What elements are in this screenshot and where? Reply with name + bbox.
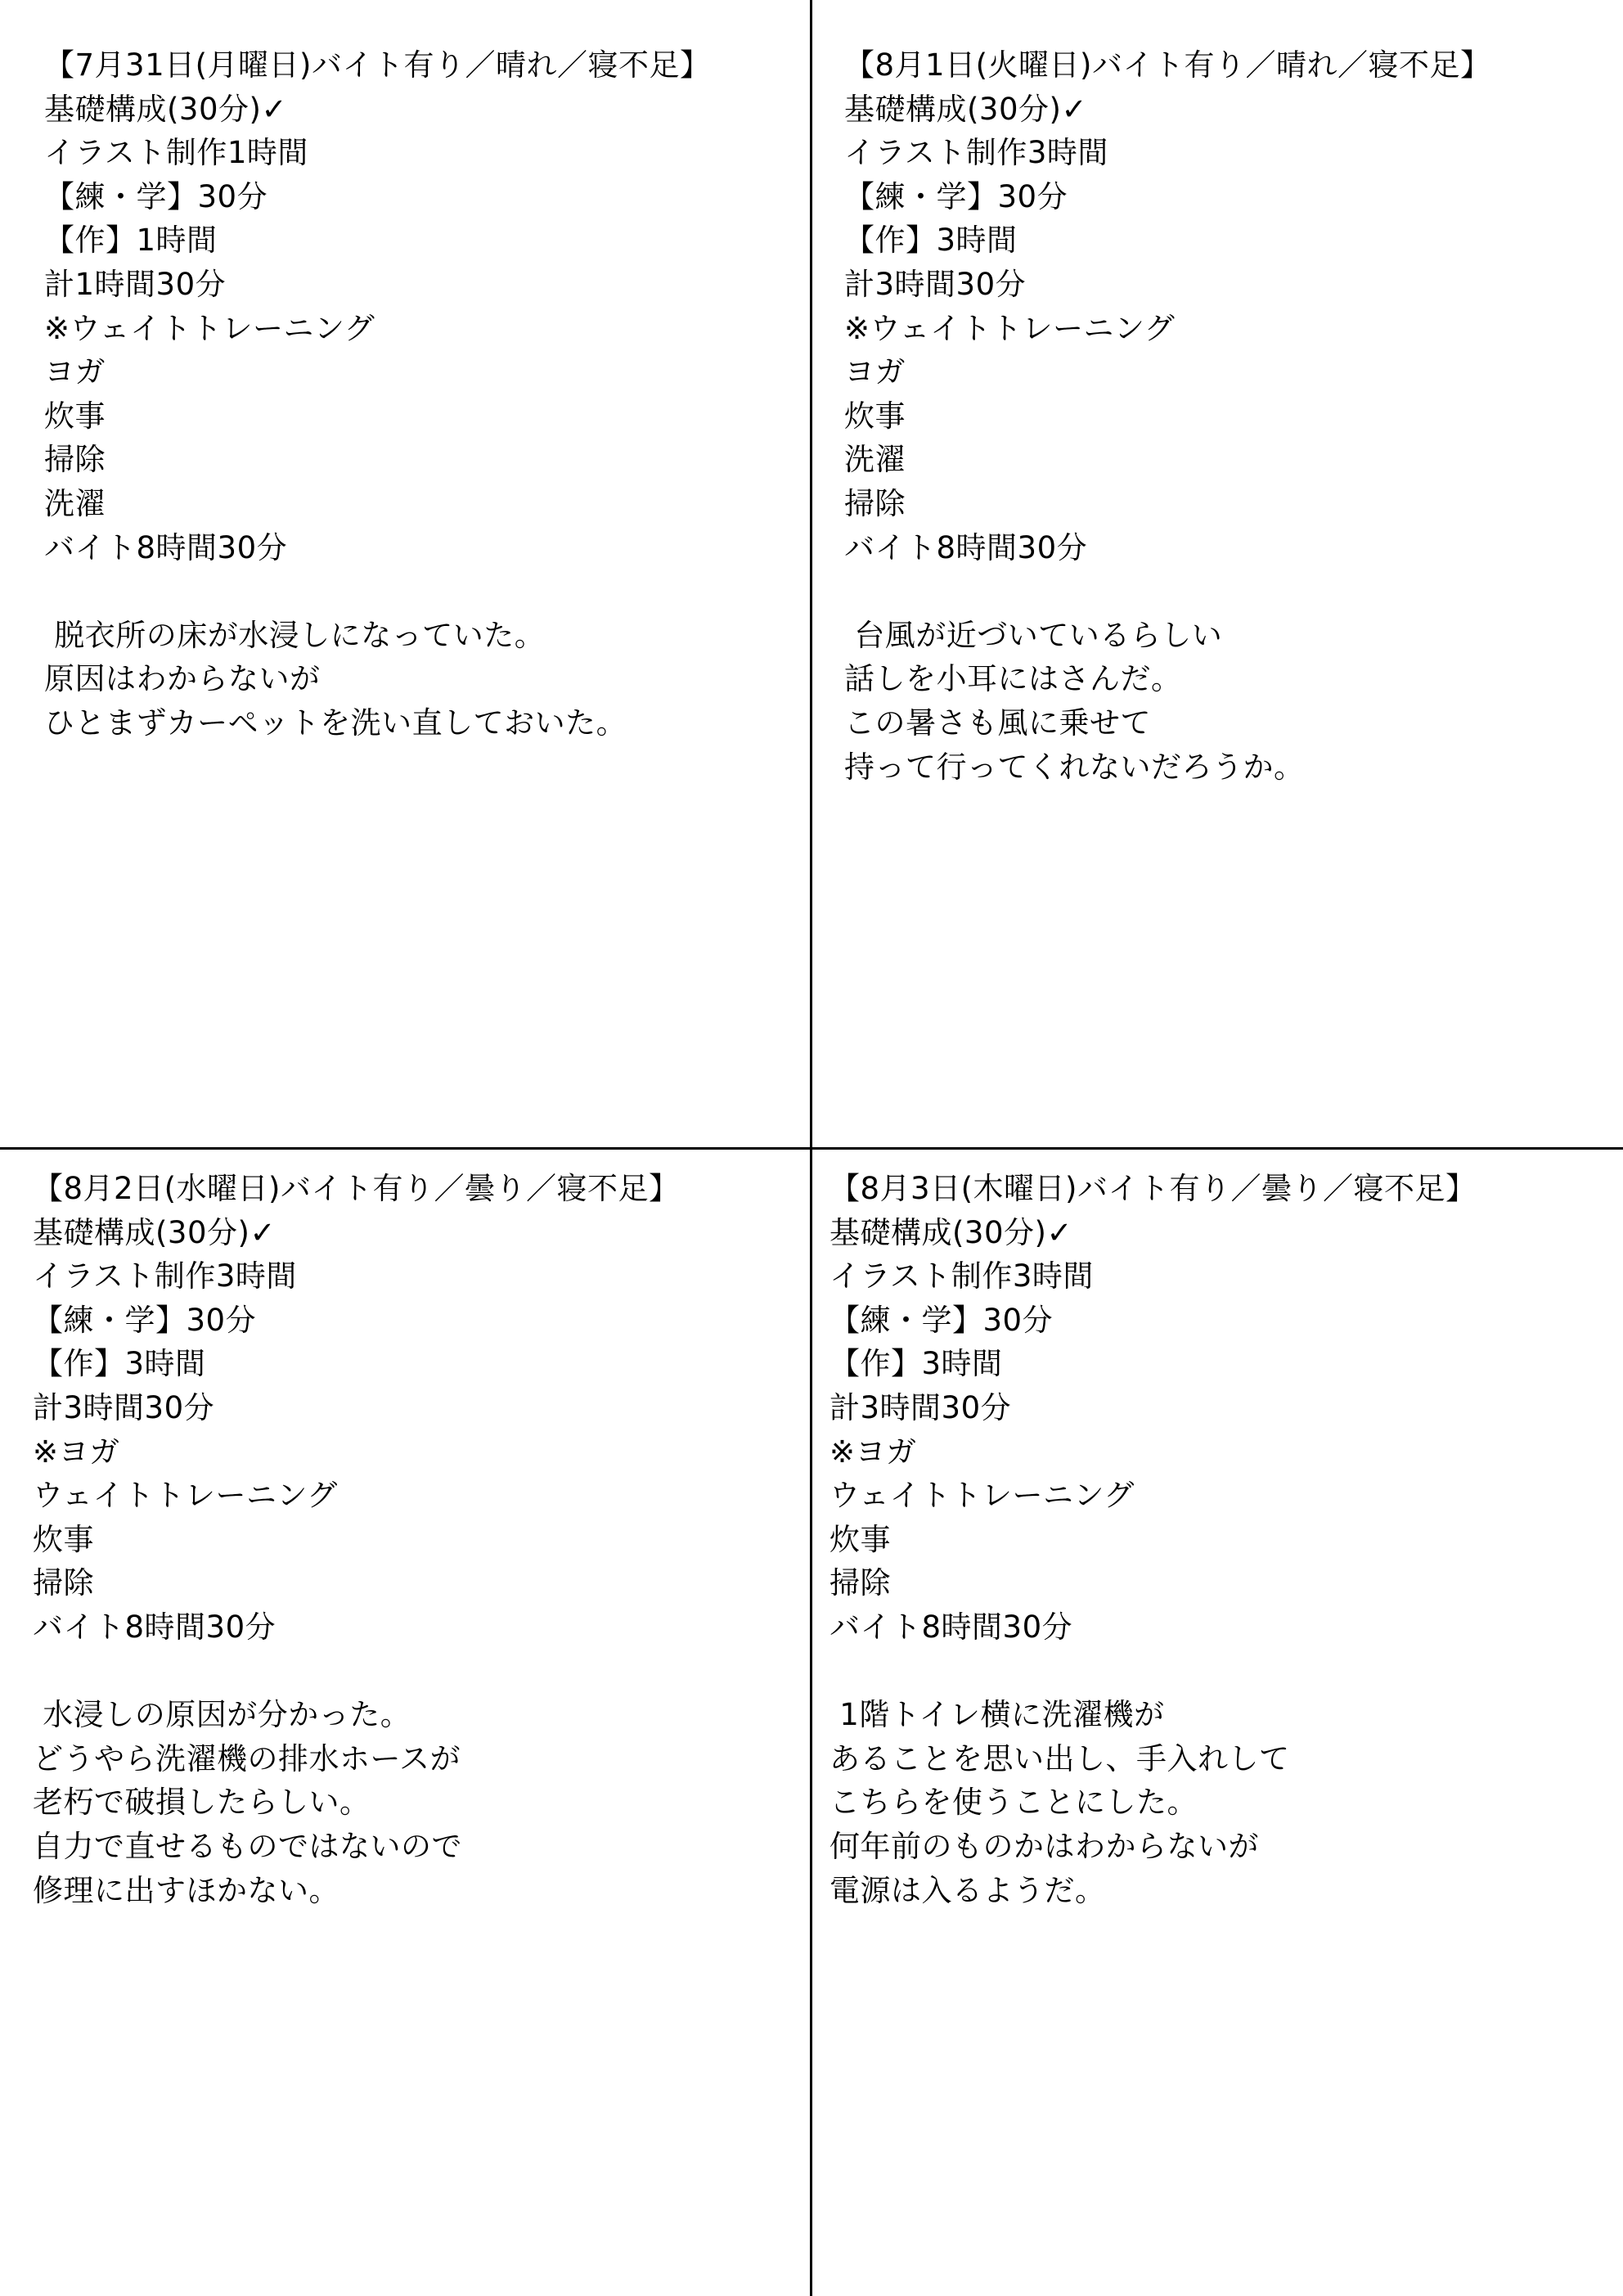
diary-text-line: こちらを使うことにした。 xyxy=(829,1785,1198,1821)
horizontal-divider xyxy=(0,1147,1623,1150)
entry-header: 【7月31日(月曜日)バイト有り／晴れ／寝不足】 xyxy=(44,47,711,83)
activity-line: 洗濯 xyxy=(844,442,906,478)
activity-line: イラスト制作1時間 xyxy=(44,135,308,171)
blank-line xyxy=(829,1650,1476,1694)
diary-text-line: この暑さも風に乗せて xyxy=(844,705,1151,741)
diary-text-line: 1階トイレ横に洗濯機が xyxy=(829,1697,1165,1733)
activity-line: バイト8時間30分 xyxy=(44,529,288,565)
activity-line: 【作】3時間 xyxy=(33,1346,206,1382)
entry-header: 【8月1日(火曜日)バイト有り／晴れ／寝不足】 xyxy=(844,47,1491,83)
activity-line: 炊事 xyxy=(829,1521,891,1557)
activity-line: 【作】1時間 xyxy=(44,223,218,259)
entry-header: 【8月3日(木曜日)バイト有り／曇り／寝不足】 xyxy=(829,1171,1477,1206)
activity-line: 計3時間30分 xyxy=(829,1389,1012,1425)
activity-line: 洗濯 xyxy=(44,485,106,521)
activity-line: 基礎構成(30分)✓ xyxy=(44,91,287,127)
activity-line: バイト8時間30分 xyxy=(33,1609,276,1645)
activity-line: 【練・学】30分 xyxy=(44,178,268,214)
activity-line: ※ウェイトトレーニング xyxy=(44,310,375,346)
diary-text-line: 電源は入るようだ。 xyxy=(829,1872,1106,1908)
activity-line: 【作】3時間 xyxy=(829,1346,1003,1382)
blank-line xyxy=(44,569,711,614)
activity-line: バイト8時間30分 xyxy=(829,1609,1073,1645)
activity-line: イラスト制作3時間 xyxy=(33,1258,297,1294)
activity-line: ウェイトトレーニング xyxy=(33,1478,338,1514)
diary-text-line: 自力で直せるものではないので xyxy=(33,1828,462,1864)
diary-entry-aug1 xyxy=(844,43,1490,789)
activity-line: 【作】3時間 xyxy=(844,223,1018,259)
diary-text-line: 原因はわからないが xyxy=(44,661,321,697)
activity-line: ※ウェイトトレーニング xyxy=(844,310,1176,346)
activity-line: イラスト制作3時間 xyxy=(844,135,1108,171)
diary-text-line: あることを思い出し、手入れして xyxy=(829,1740,1290,1776)
entry-header: 【8月2日(水曜日)バイト有り／曇り／寝不足】 xyxy=(33,1171,680,1206)
activity-line: 掃除 xyxy=(33,1565,94,1601)
diary-text-line: ひとまずカーペットを洗い直しておいた。 xyxy=(44,705,627,741)
activity-line: ※ヨガ xyxy=(829,1434,917,1470)
activity-line: ヨガ xyxy=(844,354,906,390)
activity-line: ウェイトトレーニング xyxy=(829,1478,1135,1514)
blank-line xyxy=(844,569,1490,614)
activity-line: 炊事 xyxy=(844,398,906,434)
diary-text-line: 何年前のものかはわからないが xyxy=(829,1828,1259,1864)
activity-line: ヨガ xyxy=(44,354,106,390)
diary-entry-aug3 xyxy=(829,1167,1476,1912)
activity-line: 計1時間30分 xyxy=(44,266,227,302)
diary-text-line: 水浸しの原因が分かった。 xyxy=(33,1697,411,1733)
diary-text-line: 老朽で破損したらしい。 xyxy=(33,1785,371,1821)
diary-entry-aug2 xyxy=(33,1167,679,1912)
activity-line: 掃除 xyxy=(829,1565,891,1601)
activity-line: バイト8時間30分 xyxy=(844,529,1088,565)
activity-line: 【練・学】30分 xyxy=(829,1302,1054,1338)
activity-line: イラスト制作3時間 xyxy=(829,1258,1094,1294)
diary-text-line: 持って行ってくれないだろうか。 xyxy=(844,749,1305,785)
activity-line: 計3時間30分 xyxy=(33,1389,215,1425)
diary-text-line: 台風が近づいているらしい xyxy=(844,617,1223,653)
diary-text-line: 修理に出すほかない。 xyxy=(33,1872,339,1908)
activity-line: 計3時間30分 xyxy=(844,266,1027,302)
activity-line: 基礎構成(30分)✓ xyxy=(829,1214,1072,1250)
activity-line: 掃除 xyxy=(44,442,106,478)
diary-text-line: どうやら洗濯機の排水ホースが xyxy=(33,1740,461,1776)
activity-line: 炊事 xyxy=(44,398,106,434)
activity-line: 炊事 xyxy=(33,1521,94,1557)
activity-line: 【練・学】30分 xyxy=(33,1302,257,1338)
blank-line xyxy=(33,1650,679,1694)
diary-text-line: 話しを小耳にはさんだ。 xyxy=(844,661,1182,697)
diary-entry-jul31 xyxy=(44,43,711,745)
activity-line: 基礎構成(30分)✓ xyxy=(33,1214,276,1250)
activity-line: ※ヨガ xyxy=(33,1434,120,1470)
activity-line: 基礎構成(30分)✓ xyxy=(844,91,1087,127)
activity-line: 掃除 xyxy=(844,485,906,521)
activity-line: 【練・学】30分 xyxy=(844,178,1068,214)
diary-text-line: 脱衣所の床が水浸しになっていた。 xyxy=(44,617,546,653)
